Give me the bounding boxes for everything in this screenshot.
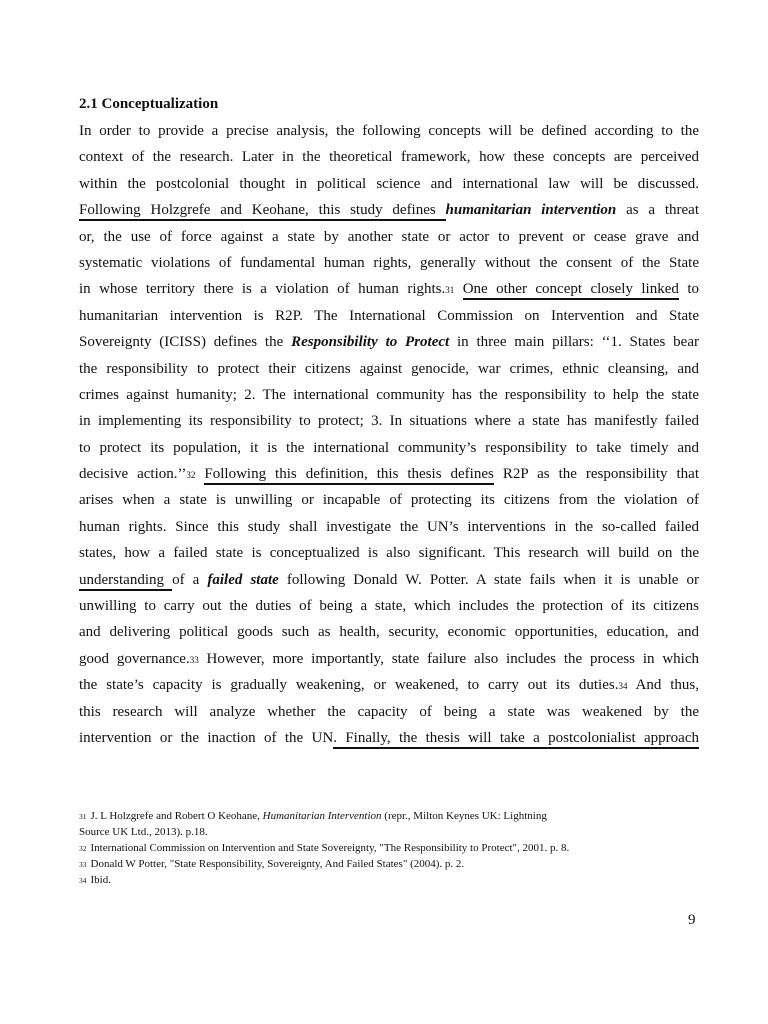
footnote: Source UK Ltd., 2013). p.18.	[79, 826, 208, 838]
text-line: context of the research. Later in the theoretical framework, how these concepts are perceived	[79, 149, 699, 166]
section-heading: 2.1 Conceptualization	[79, 96, 219, 112]
text-line: the state’s capacity is gradually weakening, or weakened, to carry out its duties.34 And thus,	[79, 677, 699, 694]
text-line: this research will analyze whether the capacity of being a state was weakened by the	[79, 703, 699, 720]
text-line: the responsibility to protect their citizens against genocide, war crimes, ethnic cleansing, and	[79, 360, 699, 377]
text-line: In order to provide a precise analysis, the following concepts will be defined according to the	[79, 123, 699, 139]
text-line: good governance.33 However, more importantly, state failure also includes the process in which	[79, 650, 699, 667]
footnote: 33 Donald W Potter, "State Responsibility, Sovereignty, And Failed States" (2004). p. 2.	[79, 858, 465, 870]
text-line: to protect its population, it is the international community’s responsibility to take timely and	[79, 439, 699, 456]
underlined-phrase: One other concept closely linked	[463, 281, 679, 300]
footnote: 32 International Commission on Intervention and State Sovereignty, "The Responsibility to Protect", 2001. p. 8.	[79, 842, 570, 854]
emphasis-term: Responsibility to Protect	[291, 334, 450, 351]
text-line: within the postcolonial thought in political science and international law will be discussed.	[79, 175, 699, 192]
text-line: Following Holzgrefe and Keohane, this study defines humanitarian intervention as a threat	[79, 197, 699, 223]
text-line: systematic violations of fundamental human rights, generally without the consent of the State	[79, 254, 699, 271]
underlined-phrase: . Finally, the thesis will take a postcolonialist approach	[333, 730, 699, 749]
body-text	[79, 118, 699, 751]
text-line: understanding of a failed state following Donald W. Potter. A state fails when it is unable or	[79, 567, 699, 593]
page-number: 9	[688, 912, 696, 928]
underlined-phrase: Following Holzgrefe and Keohane, this study defines	[79, 202, 446, 221]
text-line: and delivering political goods such as health, security, economic opportunities, education, and	[79, 624, 699, 641]
text-line: arises when a state is unwilling or incapable of protecting its citizens from the violation of	[79, 492, 699, 509]
text-line: or, the use of force against a state by another state or actor to prevent or cease grave and	[79, 228, 699, 245]
text-line: humanitarian intervention is R2P. The International Commission on Intervention and State	[79, 307, 699, 324]
footnote-ref: 32	[186, 470, 196, 481]
footnotes	[79, 808, 709, 888]
footnote: 34 Ibid.	[79, 874, 111, 886]
text-line: intervention or the inaction of the UN. Finally, the thesis will take a postcolonialist approach	[79, 725, 699, 751]
text-line: states, how a failed state is conceptualized is also significant. This research will build on the	[79, 545, 699, 562]
footnote: 31 J. L Holzgrefe and Robert O Keohane, Humanitarian Intervention (repr., Milton Keynes UK: Lightning	[79, 810, 547, 822]
footnote-ref: 31	[445, 285, 455, 296]
footnote-number: 34	[79, 876, 87, 885]
footnote-number: 32	[79, 844, 87, 853]
footnote-ref: 33	[189, 654, 199, 665]
underlined-phrase: understanding	[79, 572, 172, 591]
text-line: in implementing its responsibility to protect; 3. In situations where a state has manifestly failed	[79, 413, 699, 430]
underlined-phrase: Following this definition, this thesis defines	[204, 466, 493, 485]
footnote-number: 31	[79, 812, 87, 821]
footnote-ref: 34	[618, 681, 628, 692]
emphasis-term: failed state	[207, 571, 279, 588]
text-line: in whose territory there is a violation of human rights.31 One other concept closely linked to	[79, 276, 699, 302]
text-line: crimes against humanity; 2. The international community has the responsibility to help the state	[79, 386, 699, 403]
text-line: human rights. Since this study shall investigate the UN’s interventions in the so-called failed	[79, 518, 699, 535]
text-line: unwilling to carry out the duties of being a state, which includes the protection of its citizens	[79, 598, 699, 615]
text-line: Sovereignty (ICISS) defines the Responsibility to Protect in three main pillars: ‘‘1. States bear	[79, 334, 699, 351]
text-line: decisive action.’’32 Following this definition, this thesis defines R2P as the responsibility that	[79, 461, 699, 487]
emphasis-term: humanitarian intervention	[445, 202, 617, 219]
footnote-number: 33	[79, 860, 87, 869]
